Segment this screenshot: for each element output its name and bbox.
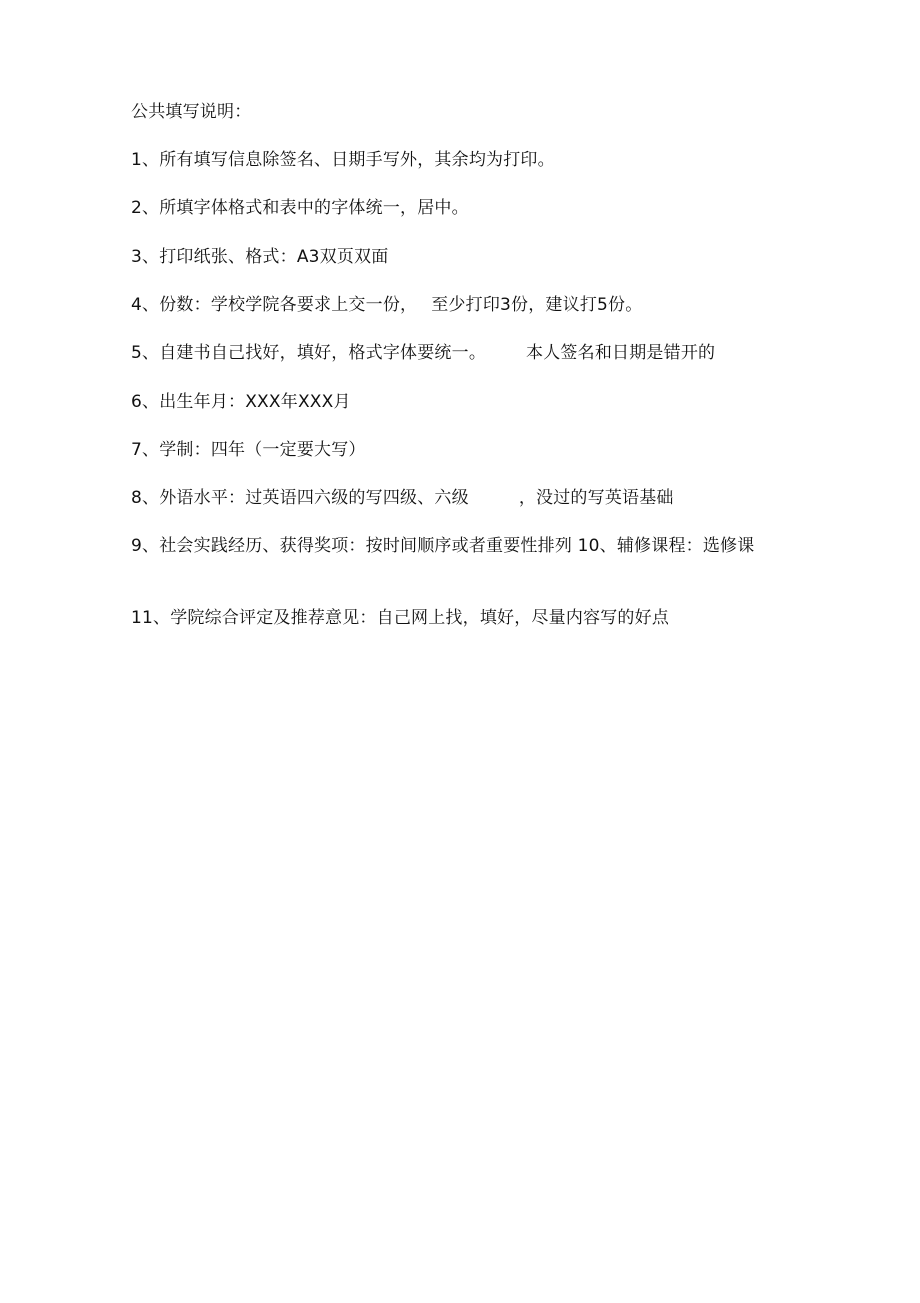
instruction-item-4-part-1: 4、份数：学校学院各要求上交一份， (131, 295, 418, 315)
instruction-item-2: 2、所填字体格式和表中的字体统一，居中。 (131, 198, 469, 218)
instruction-item-7: 7、学制：四年（一定要大写） (131, 440, 366, 460)
document-title: 公共填写说明： (131, 102, 252, 122)
instruction-item-4 (131, 293, 642, 317)
instruction-item-8-part-1: 8、外语水平：过英语四六级的写四级、六级 (131, 488, 469, 508)
instruction-item-5-part-1: 5、自建书自己找好，填好，格式字体要统一。 (131, 343, 487, 363)
instruction-item-1: 1、所有填写信息除签名、日期手写外，其余均为打印。 (131, 150, 555, 170)
instruction-item-11: 11、学院综合评定及推荐意见：自己网上找，填好，尽量内容写的好点 (131, 608, 670, 628)
instruction-item-6: 6、出生年月：XXX年XXX月 (131, 392, 351, 412)
instruction-item-8 (131, 486, 674, 510)
instruction-item-8-part-2: ，没过的写英语基础 (518, 488, 674, 508)
instruction-item-5 (131, 341, 715, 365)
instruction-item-4-part-2: 至少打印3份，建议打5份。 (431, 295, 643, 315)
instruction-item-9-10: 9、社会实践经历、获得奖项：按时间顺序或者重要性排列 10、辅修课程：选修课 (131, 536, 755, 556)
instruction-item-3: 3、打印纸张、格式：A3双页双面 (131, 247, 389, 267)
instruction-item-5-part-2: 本人签名和日期是错开的 (526, 343, 716, 363)
